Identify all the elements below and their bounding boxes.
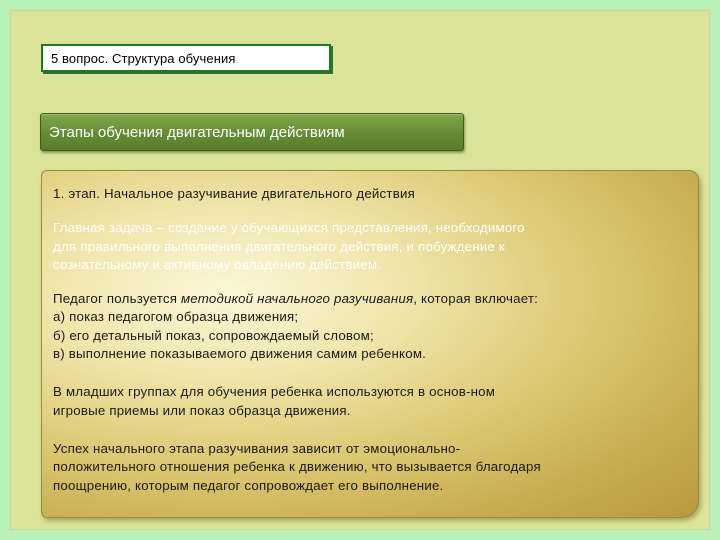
junior-groups-line-1: В младших группах для обучения ребенка используются в основ-ном [53, 384, 496, 400]
main-task-line-2: для правильного выполнения двигательного действия, и побуждение к [53, 238, 505, 254]
slide-title: 5 вопрос. Структура обучения [51, 50, 236, 66]
method-item-a: а) показ педагогом образца движения; [53, 309, 299, 325]
slide-title-box [41, 44, 331, 72]
success-paragraph [53, 440, 684, 495]
method-item-c: в) выполнение показываемого движения самим ребенком. [53, 346, 427, 362]
stage-heading: 1. этап. Начальное разучивание двигательного действия [53, 186, 415, 201]
main-task-paragraph [53, 219, 684, 274]
main-task-line-1: Главная задача – создание у обучающихся представления, необходимого [53, 220, 525, 236]
success-line-1: Успех начального этапа разучивания зависит от эмоционально- [53, 440, 461, 456]
junior-groups-line-2: игровые приемы или показ образца движения. [53, 402, 351, 418]
success-line-2: положительного отношения ребенка к движению, что вызывается благодаря [53, 459, 541, 475]
content-panel [41, 170, 699, 518]
slide [10, 10, 710, 530]
success-line-3: поощрению, которым педагог сопровождает его выполнение. [53, 477, 444, 493]
main-task-line-3: сознательному и активному овладению действием. [53, 256, 382, 272]
section-header [40, 113, 464, 151]
method-emphasis: методикой начального разучивания [180, 291, 414, 307]
method-suffix: , которая включает: [413, 291, 539, 307]
section-header-label: Этапы обучения двигательным действиям [49, 123, 345, 141]
method-intro-line [53, 290, 684, 308]
junior-groups-paragraph [53, 383, 684, 420]
method-prefix: Педагог пользуется [53, 291, 181, 307]
method-paragraph [53, 290, 684, 363]
method-item-b: б) его детальный показ, сопровождаемый словом; [53, 327, 374, 343]
